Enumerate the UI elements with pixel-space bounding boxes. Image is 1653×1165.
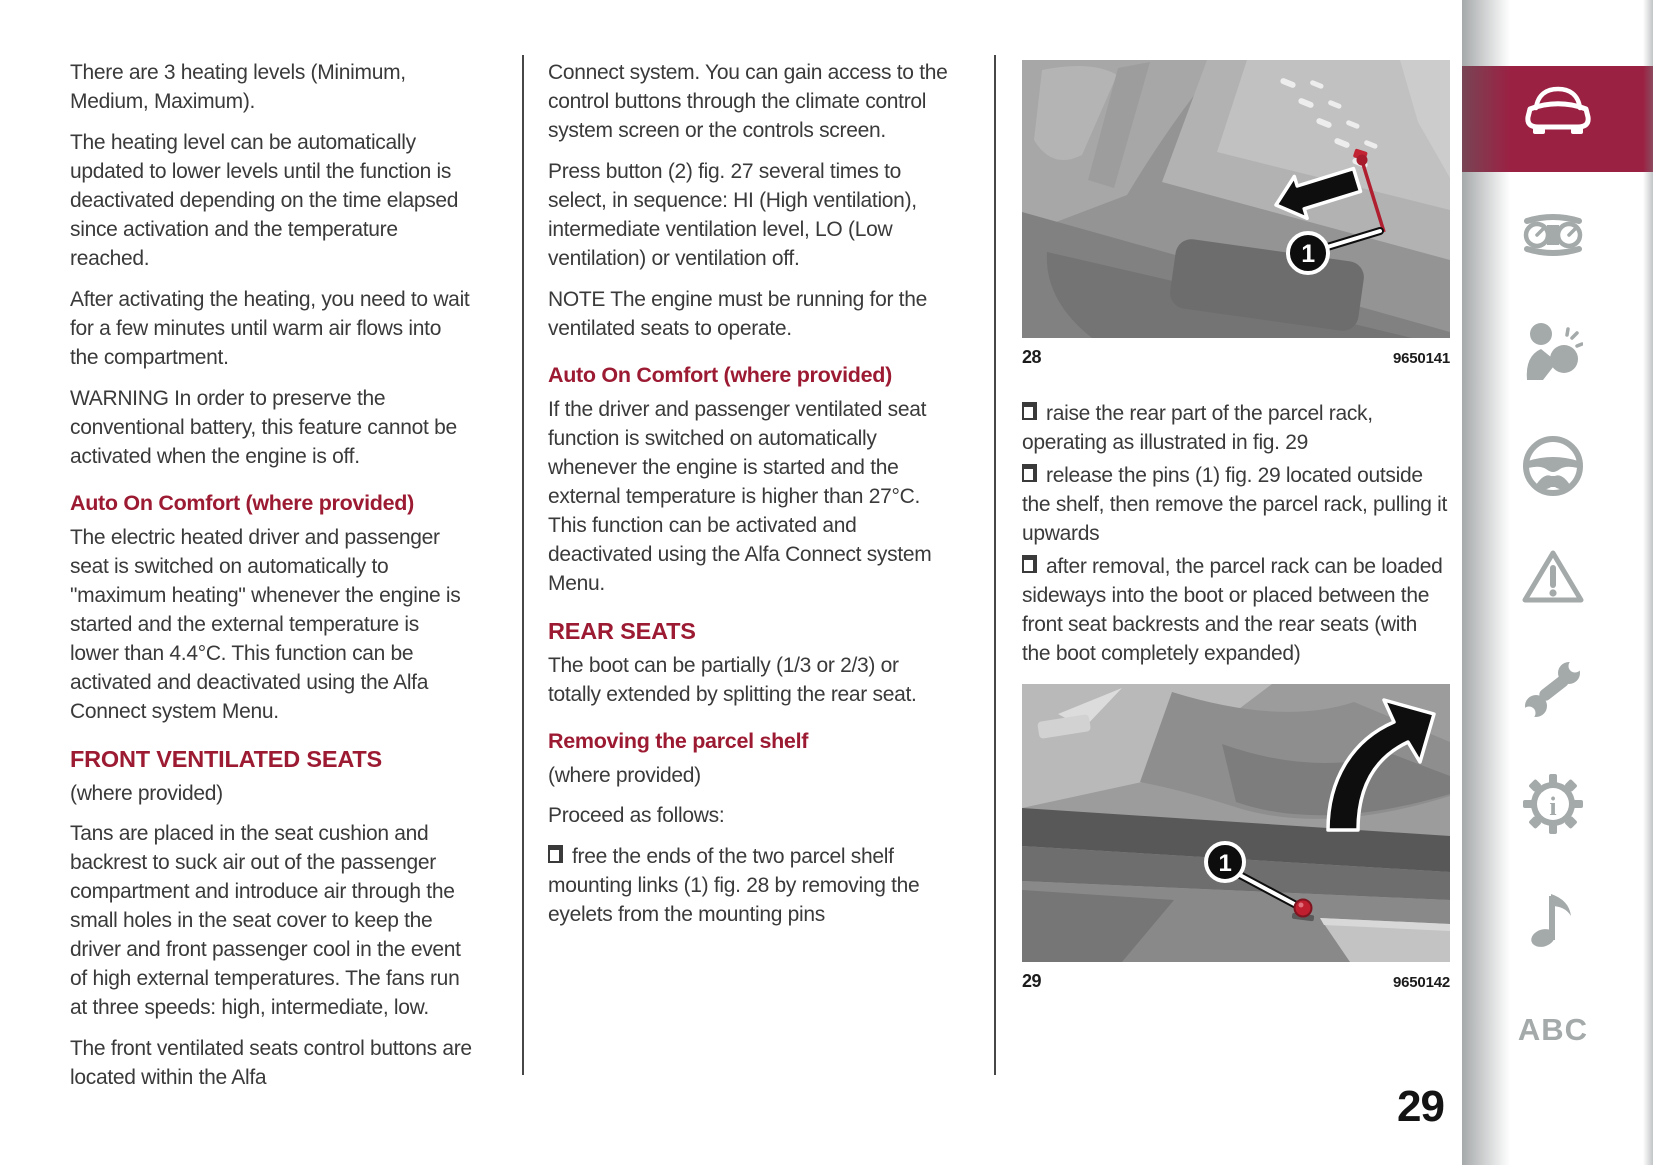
- page-right-edge-shadow: [1643, 0, 1653, 1165]
- list-item: [548, 842, 948, 929]
- paragraph: Tans are placed in the seat cushion and backrest to suck air out of the passenger compartment and introduce air through the small holes in the seat cover to keep the driver and front passenger cool in the event of high external temperatures. The fans run at three speeds: high, intermediate, low.: [70, 822, 461, 1019]
- figure-29-image: [1022, 684, 1450, 962]
- parcel-shelf-lift-photo: [1022, 684, 1450, 962]
- figure-28-caption: [1022, 343, 1450, 373]
- note-paragraph: NOTE The engine must be running for the ventilated seats to operate.: [548, 288, 927, 340]
- sidebar-item-multimedia[interactable]: [1509, 890, 1597, 948]
- sidebar-item-driving[interactable]: [1509, 435, 1597, 497]
- sidebar-item-dashboard[interactable]: [1509, 212, 1597, 258]
- subsection-heading: Removing the parcel shelf: [548, 729, 809, 753]
- figure-28: [1022, 60, 1450, 373]
- callout-1-badge: [1206, 843, 1244, 881]
- paragraph: There are 3 heating levels (Minimum, Medium, Maximum).: [70, 61, 406, 113]
- car-icon: [1520, 84, 1596, 136]
- square-bullet-icon: [1022, 402, 1037, 420]
- page-curl-shadow: [1462, 0, 1510, 1165]
- sidebar-item-emergency[interactable]: [1509, 549, 1597, 605]
- callout-number: 1: [1301, 240, 1315, 268]
- paragraph: The electric heated driver and passenger seat is switched on automatically to "maximum heating" whenever the engine is started and the external temperature is lower than 4.4°C. This function can be activated and deactivated using the Alfa Connect system Menu.: [70, 526, 461, 723]
- sidebar-item-car[interactable]: [1462, 84, 1653, 136]
- paragraph: Press button (2) fig. 27 several times to select, in sequence: HI (High ventilation), intermediate ventilation level, LO (Low ventilation) or ventilation off.: [548, 160, 917, 270]
- wrench-icon: [1523, 660, 1583, 720]
- steering-wheel-icon: [1522, 435, 1584, 497]
- page-number: 29: [1397, 1082, 1444, 1131]
- warning-paragraph: WARNING In order to preserve the conventional battery, this feature cannot be activated when the engine is off.: [70, 387, 457, 468]
- sidebar-item-index[interactable]: [1509, 1012, 1597, 1048]
- figure-code: 9650141: [1393, 350, 1450, 367]
- column-divider: [994, 55, 996, 1075]
- text-column-2: [548, 58, 948, 933]
- figure-number: 29: [1022, 971, 1042, 991]
- sidebar-item-technical-data[interactable]: [1509, 773, 1597, 835]
- square-bullet-icon: [548, 845, 563, 863]
- figure-number: 28: [1022, 347, 1042, 367]
- callout-1-badge: [1288, 233, 1328, 273]
- column-divider: [522, 55, 524, 1075]
- subsection-heading: Auto On Comfort (where provided): [70, 491, 414, 515]
- paragraph: The boot can be partially (1/3 or 2/3) or totally extended by splitting the rear seat.: [548, 654, 917, 706]
- paragraph: The heating level can be automatically updated to lower levels until the function is deactivated depending on the time elapsed since activation and the temperature reached.: [70, 131, 459, 270]
- paragraph: The front ventilated seats control buttons are located within the Alfa: [70, 1037, 472, 1089]
- figure-28-image: [1022, 60, 1450, 338]
- section-heading: FRONT VENTILATED SEATS: [70, 746, 382, 772]
- paragraph: Proceed as follows:: [548, 804, 725, 827]
- section-heading: REAR SEATS: [548, 618, 696, 644]
- text-column-1: [70, 58, 473, 1104]
- list-item: [1022, 461, 1450, 548]
- warning-triangle-icon: [1522, 549, 1584, 605]
- procedure-list: [1022, 399, 1450, 668]
- heading-qualifier: (where provided): [548, 764, 701, 787]
- list-item: [1022, 552, 1450, 668]
- airbag-icon: [1523, 322, 1583, 380]
- callout-number: 1: [1218, 850, 1232, 877]
- square-bullet-icon: [1022, 555, 1037, 573]
- red-pin: [1292, 900, 1315, 922]
- paragraph: Connect system. You can gain access to the control buttons through the climate control system screen or the controls screen.: [548, 61, 948, 142]
- list-item-text: free the ends of the two parcel shelf mounting links (1) fig. 28 by removing the eyelets from the mounting pins: [548, 845, 920, 926]
- figure-29: [1022, 684, 1450, 997]
- list-item: [1022, 399, 1450, 457]
- subsection-heading: Auto On Comfort (where provided): [548, 363, 892, 387]
- paragraph: After activating the heating, you need to wait for a few minutes until warm air flows into the compartment.: [70, 288, 470, 369]
- paragraph: If the driver and passenger ventilated seat function is switched on automatically whenever the engine is started and the external temperature is higher than 27°C. This function can be activated and deactivated using the Alfa Connect system Menu.: [548, 398, 932, 595]
- list-item-text: raise the rear part of the parcel rack, operating as illustrated in fig. 29: [1022, 402, 1373, 454]
- music-note-icon: [1529, 890, 1577, 948]
- list-item-text: release the pins (1) fig. 29 located outside the shelf, then remove the parcel rack, pulling it upwards: [1022, 464, 1448, 545]
- square-bullet-icon: [1022, 464, 1037, 482]
- svg-text:i: i: [1549, 792, 1557, 821]
- abc-label: ABC: [1517, 1012, 1589, 1047]
- gear-info-icon: [1522, 773, 1584, 835]
- instrument-cluster-icon: [1520, 212, 1586, 258]
- boot-parcel-shelf-photo: [1022, 60, 1450, 338]
- figure-code: 9650142: [1393, 974, 1450, 991]
- heading-qualifier: (where provided): [70, 782, 223, 805]
- sidebar-item-safety[interactable]: [1509, 322, 1597, 380]
- list-item-text: after removal, the parcel rack can be loaded sideways into the boot or placed between the front seat backrests and the rear seats (with the boot completely expanded): [1022, 555, 1443, 665]
- figure-column: [1022, 58, 1450, 997]
- figure-29-caption: [1022, 967, 1450, 997]
- sidebar-item-maintenance[interactable]: [1509, 660, 1597, 720]
